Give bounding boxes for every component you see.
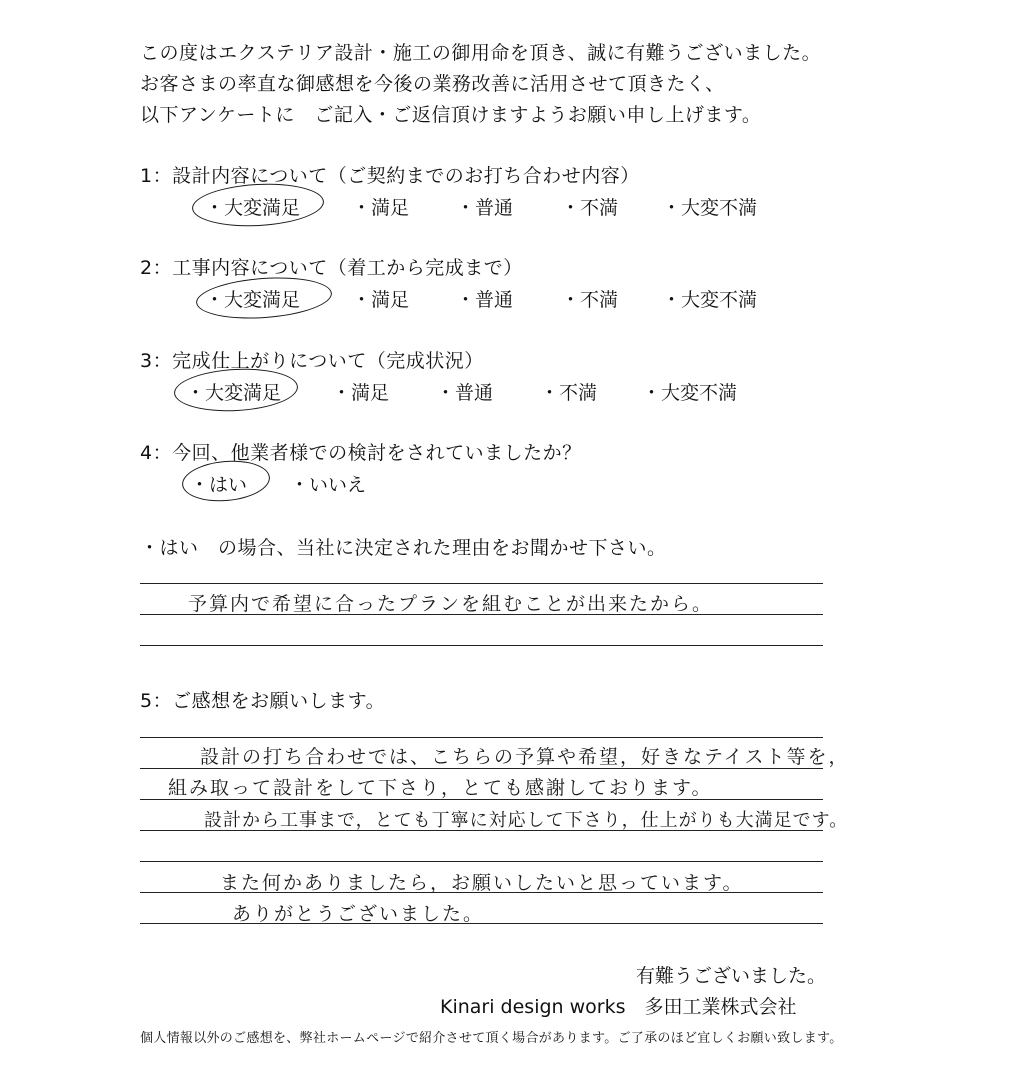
answer-line [140, 645, 823, 646]
question-4-label: 4：今回、他業者様での検討をされていましたか？ [140, 442, 582, 464]
intro-line-2: お客さまの率直な御感想を今後の業務改善に活用させて頂きたく、 [140, 73, 725, 95]
comment-line-3: 設計から工事まで，とても丁寧に対応して下さり，仕上がりも大満足です。 [204, 810, 849, 831]
q3-option-satisfied[interactable]: ・満足 [332, 382, 390, 404]
reason-handwritten-answer: 予算内で希望に合ったプランを組むことが出来たから。 [188, 593, 714, 615]
q3-option-very-satisfied[interactable]: ・大変満足 [186, 382, 282, 404]
q2-option-satisfied[interactable]: ・満足 [352, 289, 410, 311]
question-2-label: 2：工事内容について（着工から完成まで） [140, 257, 523, 279]
answer-line [140, 583, 823, 584]
question-1-label: 1：設計内容について（ご契約までのお打ち合わせ内容） [140, 165, 640, 187]
comment-line-1: 設計の打ち合わせでは、こちらの予算や希望，好きなテイスト等を， [200, 746, 850, 768]
q4-option-no[interactable]: ・いいえ [290, 474, 367, 496]
answer-line [140, 861, 823, 862]
footer-thanks: 有難うございました。 [636, 965, 827, 987]
q2-option-very-satisfied[interactable]: ・大変満足 [205, 289, 301, 311]
q1-option-dissatisfied[interactable]: ・不満 [561, 197, 619, 219]
comment-line-6: ありがとうございました。 [232, 903, 485, 925]
q2-selection-circle [195, 273, 333, 322]
comment-line-5: また何かありましたら，お願いしたいと思っています。 [220, 872, 744, 894]
intro-line-1: この度はエクステリア設計・施工の御用命を頂き、誠に有難うございました。 [140, 42, 822, 64]
q3-option-dissatisfied[interactable]: ・不満 [540, 382, 598, 404]
question-5-label: 5：ご感想をお願いします。 [140, 690, 386, 712]
q1-option-very-dissatisfied[interactable]: ・大変不満 [662, 197, 758, 219]
q2-option-normal[interactable]: ・普通 [456, 289, 514, 311]
q2-option-very-dissatisfied[interactable]: ・大変不満 [662, 289, 758, 311]
q3-option-very-dissatisfied[interactable]: ・大変不満 [642, 382, 738, 404]
q2-option-dissatisfied[interactable]: ・不満 [561, 289, 619, 311]
q1-option-normal[interactable]: ・普通 [456, 197, 514, 219]
reason-label: ・はい の場合、当社に決定された理由をお聞かせ下さい。 [140, 537, 667, 559]
q3-selection-circle [173, 366, 299, 414]
intro-line-3: 以下アンケートに ご記入・ご返信頂けますようお願い申し上げます。 [140, 104, 762, 126]
q4-option-yes[interactable]: ・はい [190, 474, 248, 496]
question-3-label: 3：完成仕上がりについて（完成状況） [140, 350, 484, 372]
privacy-note: 個人情報以外のご感想を、弊社ホームページで紹介させて頂く場合があります。ご了承のほど宜しくお願い致します。 [140, 1031, 843, 1046]
answer-line [140, 737, 823, 738]
company-name: Kinari design works 多田工業株式会社 [440, 996, 797, 1018]
q1-option-very-satisfied[interactable]: ・大変満足 [205, 197, 301, 219]
q1-option-satisfied[interactable]: ・満足 [352, 197, 410, 219]
q3-option-normal[interactable]: ・普通 [436, 382, 494, 404]
comment-line-2: 組み取って設計をして下さり，とても感謝しております。 [168, 777, 713, 799]
